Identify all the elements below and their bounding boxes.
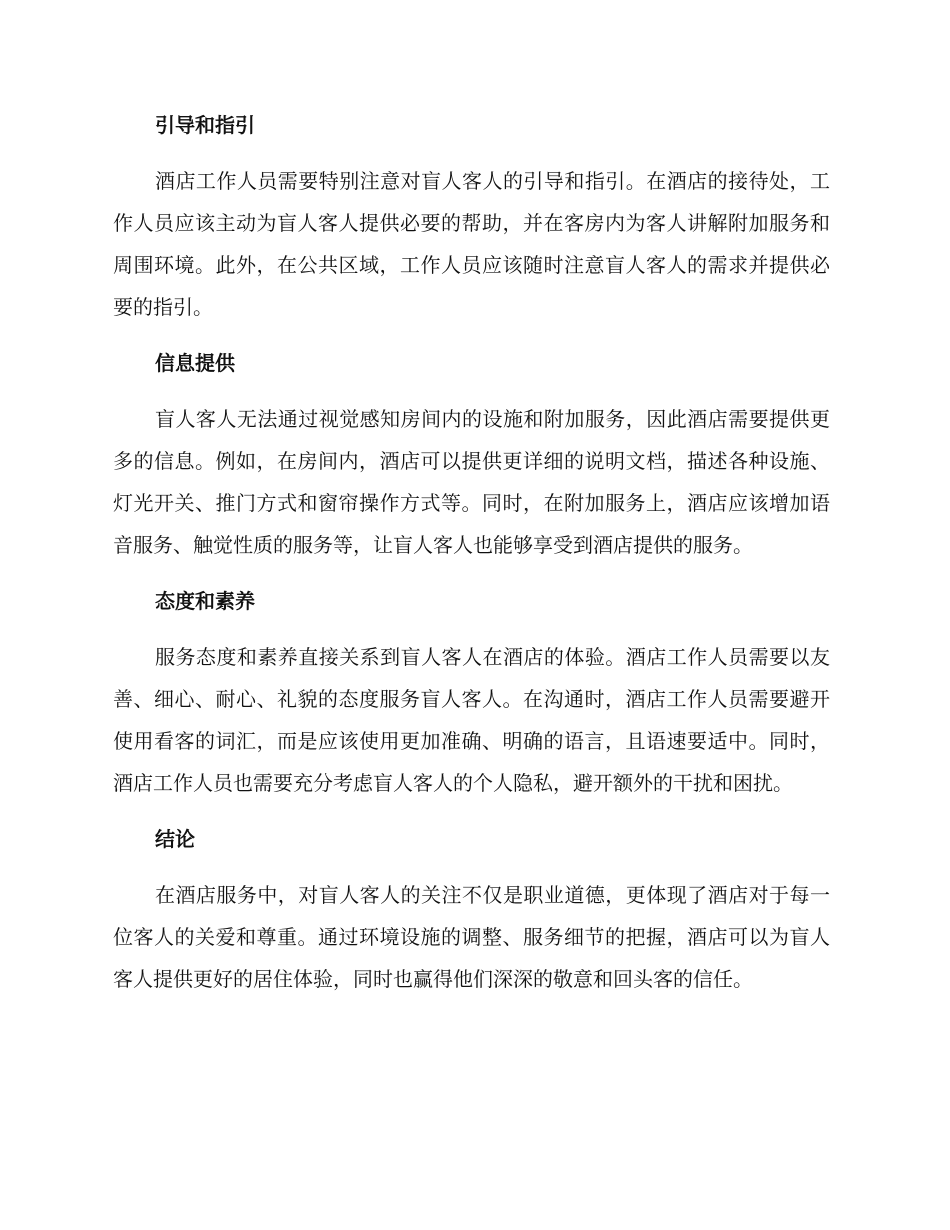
section-conclusion bbox=[113, 818, 830, 1000]
section-paragraph: 在酒店服务中，对盲人客人的关注不仅是职业道德，更体现了酒店对于每一位客人的关爱和尊重。通过环境设施的调整、服务细节的把握，酒店可以为盲人客人提供更好的居住体验，同时也赢得他们深深的敬意和回头客的信任。 bbox=[113, 883, 830, 991]
section-heading: 结论 bbox=[155, 827, 195, 851]
section-paragraph: 盲人客人无法通过视觉感知房间内的设施和附加服务，因此酒店需要提供更多的信息。例如，在房间内，酒店可以提供更详细的说明文档，描述各种设施、灯光开关、推门方式和窗帘操作方式等。同时，在附加服务上，酒店应该增加语音服务、触觉性质的服务等，让盲人客人也能够享受到酒店提供的服务。 bbox=[113, 407, 830, 557]
section-paragraph: 服务态度和素养直接关系到盲人客人在酒店的体验。酒店工作人员需要以友善、细心、耐心、礼貌的态度服务盲人客人。在沟通时，酒店工作人员需要避开使用看客的词汇，而是应该使用更加准确、明确的语言，且语速要适中。同时，酒店工作人员也需要充分考虑盲人客人的个人隐私，避开额外的干扰和困扰。 bbox=[113, 645, 830, 795]
section-heading: 引导和指引 bbox=[155, 113, 255, 137]
section-heading: 信息提供 bbox=[155, 351, 235, 375]
section-information bbox=[113, 342, 830, 566]
section-attitude bbox=[113, 580, 830, 804]
section-paragraph: 酒店工作人员需要特别注意对盲人客人的引导和指引。在酒店的接待处，工作人员应该主动为盲人客人提供必要的帮助，并在客房内为客人讲解附加服务和周围环境。此外，在公共区域，工作人员应该随时注意盲人客人的需求并提供必要的指引。 bbox=[113, 169, 830, 319]
section-heading: 态度和素养 bbox=[155, 589, 255, 613]
section-guidance bbox=[113, 104, 830, 328]
document-page bbox=[113, 104, 830, 1014]
